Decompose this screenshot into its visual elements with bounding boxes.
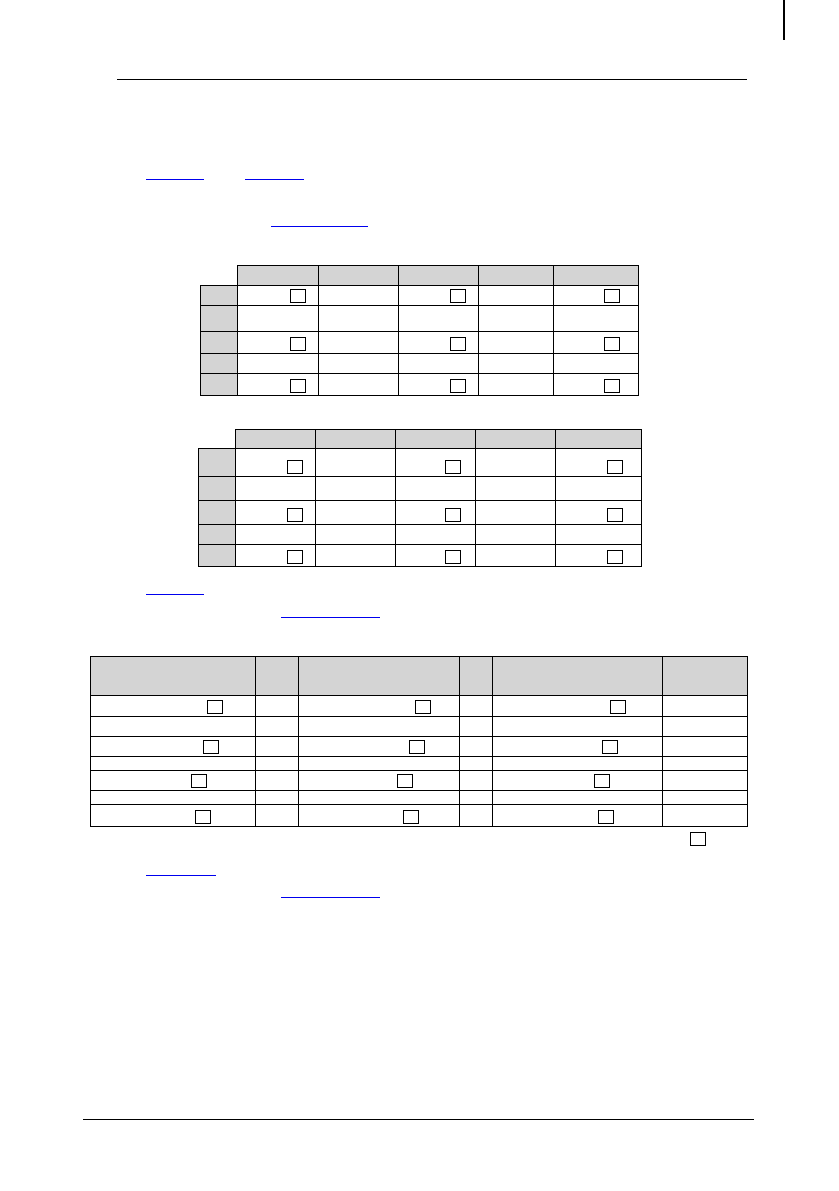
- checkbox[interactable]: [607, 460, 623, 474]
- checkbox[interactable]: [445, 460, 461, 474]
- checkbox[interactable]: [203, 740, 219, 754]
- checkbox[interactable]: [598, 810, 614, 824]
- checkbox[interactable]: [195, 810, 211, 824]
- table-2: [198, 429, 642, 567]
- table-1: [200, 265, 639, 396]
- table-row: [91, 717, 748, 737]
- link-6[interactable]: [146, 875, 216, 876]
- table-row: [201, 266, 639, 286]
- footer-rule: [83, 1119, 754, 1120]
- link-5[interactable]: [281, 617, 380, 618]
- checkbox[interactable]: [604, 289, 620, 303]
- checkbox[interactable]: [403, 810, 419, 824]
- table-row: [201, 286, 639, 306]
- checkbox[interactable]: [602, 740, 618, 754]
- checkbox[interactable]: [450, 337, 466, 351]
- checkbox[interactable]: [397, 774, 413, 788]
- checkbox[interactable]: [287, 550, 303, 564]
- table-row: [199, 501, 642, 525]
- table-row: [91, 791, 748, 805]
- link-7[interactable]: [281, 897, 380, 898]
- checkbox[interactable]: [290, 289, 306, 303]
- checkbox[interactable]: [287, 460, 303, 474]
- checkbox[interactable]: [604, 337, 620, 351]
- checkbox[interactable]: [290, 337, 306, 351]
- checkbox[interactable]: [594, 774, 610, 788]
- checkbox[interactable]: [610, 700, 626, 714]
- table-row: [199, 477, 642, 501]
- table-row: [91, 696, 748, 717]
- legend-checkbox[interactable]: [690, 832, 706, 846]
- table-row: [91, 771, 748, 791]
- link-4[interactable]: [146, 594, 204, 595]
- checkbox[interactable]: [445, 550, 461, 564]
- table-row: [201, 374, 639, 396]
- table-row: [201, 306, 639, 332]
- checkbox[interactable]: [287, 508, 303, 522]
- table-row: [91, 657, 748, 696]
- checkbox[interactable]: [607, 508, 623, 522]
- table-row: [91, 757, 748, 771]
- checkbox[interactable]: [409, 740, 425, 754]
- table-row: [201, 354, 639, 374]
- binding-mark: [783, 0, 785, 40]
- checkbox[interactable]: [607, 550, 623, 564]
- checkbox[interactable]: [445, 508, 461, 522]
- checkbox[interactable]: [191, 774, 207, 788]
- link-2[interactable]: [245, 179, 304, 180]
- table-3: [90, 656, 748, 827]
- checkbox[interactable]: [604, 379, 620, 393]
- table-row: [201, 332, 639, 354]
- table-row: [199, 430, 642, 449]
- table-row: [91, 737, 748, 757]
- checkbox[interactable]: [290, 379, 306, 393]
- link-1[interactable]: [146, 179, 204, 180]
- checkbox[interactable]: [207, 700, 223, 714]
- checkbox[interactable]: [415, 700, 431, 714]
- checkbox[interactable]: [450, 289, 466, 303]
- link-3[interactable]: [271, 226, 368, 227]
- table-row: [199, 525, 642, 545]
- table-row: [199, 449, 642, 477]
- header-rule: [117, 79, 747, 80]
- checkbox[interactable]: [450, 379, 466, 393]
- table-row: [91, 805, 748, 827]
- table-row: [199, 545, 642, 567]
